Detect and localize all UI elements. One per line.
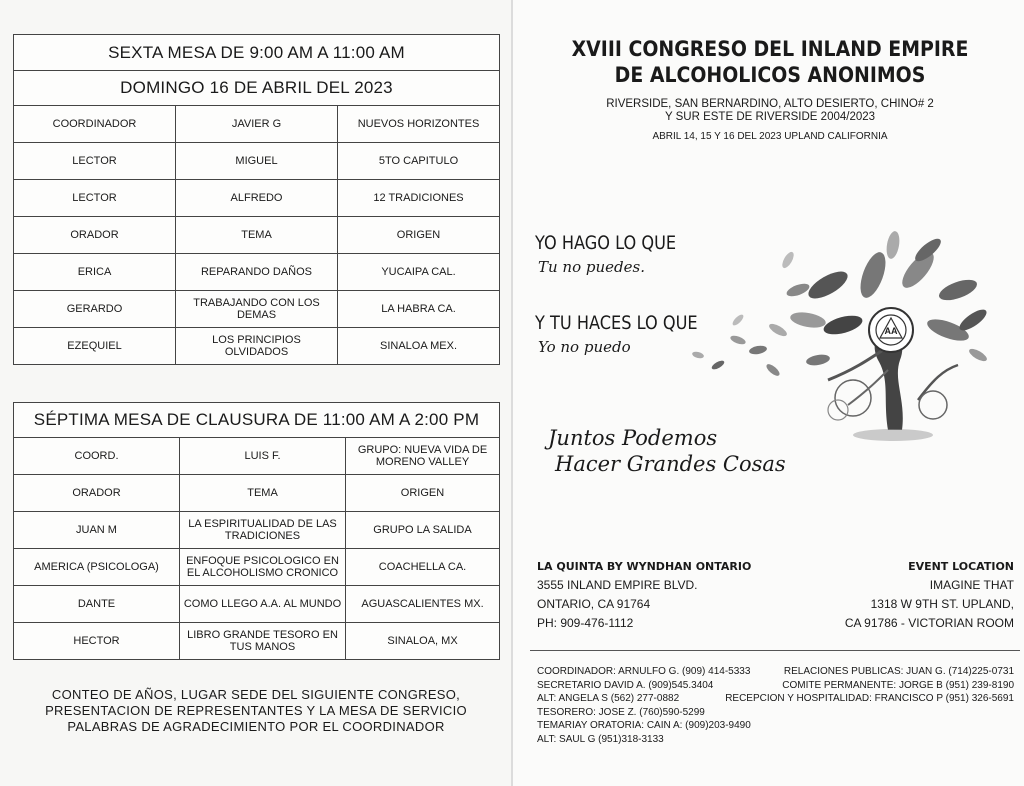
role-cell: COORDINADOR	[14, 106, 176, 143]
table-row	[14, 512, 500, 549]
name-cell: COMO LLEGO A.A. AL MUNDO	[180, 586, 346, 623]
contact-line: COORDINADOR: ARNULFO G. (909) 414-5333	[537, 666, 751, 677]
hotel-phone: PH: 909-476-1112	[537, 616, 634, 630]
name-cell: ENFOQUE PSICOLOGICO EN EL ALCOHOLISMO CRONICO	[180, 549, 346, 586]
name-cell: LOS PRINCIPIOS OLVIDADOS	[176, 328, 338, 365]
role-cell: HECTOR	[14, 623, 180, 660]
origin-cell: SINALOA MEX.	[338, 328, 500, 365]
table-row	[14, 180, 500, 217]
origin-cell: COACHELLA CA.	[346, 549, 500, 586]
contact-line: TESORERO: JOSE Z. (760)590-5299	[537, 706, 705, 718]
table-row	[14, 291, 500, 328]
origin-cell: GRUPO: NUEVA VIDA DE MORENO VALLEY	[346, 438, 500, 475]
table-row	[14, 217, 500, 254]
hands-tree-illustration	[678, 230, 998, 445]
origin-cell: NUEVOS HORIZONTES	[338, 106, 500, 143]
table-row	[14, 143, 500, 180]
role-cell: GERARDO	[14, 291, 176, 328]
session7-title: SÉPTIMA MESA DE CLAUSURA DE 11:00 AM A 2:00 PM	[14, 403, 500, 438]
event-line1: IMAGINE THAT	[929, 578, 1014, 592]
name-cell: LIBRO GRANDE TESORO EN TUS MANOS	[180, 623, 346, 660]
origin-cell: ORIGEN	[346, 475, 500, 512]
table-row	[14, 475, 500, 512]
subtitle-line1: RIVERSIDE, SAN BERNARDINO, ALTO DESIERTO, CHINO# 2	[606, 98, 934, 110]
aa-logo-text: AA	[884, 326, 898, 336]
subtitle-line2: Y SUR ESTE DE RIVERSIDE 2004/2023	[664, 111, 876, 123]
name-cell: TEMA	[176, 217, 338, 254]
role-cell: ORADOR	[14, 475, 180, 512]
origin-cell: SINALOA, MX	[346, 623, 500, 660]
quote1-main: YO HAGO LO QUE	[535, 232, 677, 254]
hotel-address1: 3555 INLAND EMPIRE BLVD.	[537, 578, 698, 592]
contact-line: SECRETARIO DAVID A. (909)545.3404	[537, 679, 714, 691]
closing-line: PALABRAS DE AGRADECIMIENTO POR EL COORDINADOR	[67, 719, 445, 734]
origin-cell: YUCAIPA CAL.	[338, 254, 500, 291]
table-row	[14, 623, 500, 660]
role-cell: LECTOR	[14, 143, 176, 180]
congress-subtitle	[560, 98, 980, 124]
name-cell: LUIS F.	[180, 438, 346, 475]
origin-cell: GRUPO LA SALIDA	[346, 512, 500, 549]
name-cell: TEMA	[180, 475, 346, 512]
role-cell: ORADOR	[14, 217, 176, 254]
table-row	[14, 328, 500, 365]
closing-line: CONTEO DE AÑOS, LUGAR SEDE DEL SIGUIENTE CONGRESO,	[51, 687, 461, 702]
name-cell: JAVIER G	[176, 106, 338, 143]
congress-title	[563, 36, 977, 88]
role-cell: AMERICA (PSICOLOGA)	[14, 549, 180, 586]
divider	[530, 650, 1020, 651]
quote1-sub: Tu no puedes.	[538, 258, 645, 276]
origin-cell: AGUASCALIENTES MX.	[346, 586, 500, 623]
role-cell: DANTE	[14, 586, 180, 623]
slogan-line2: Hacer Grandes Cosas	[555, 452, 786, 476]
table-row	[14, 586, 500, 623]
contact-line: TEMARIAY ORATORIA: CAIN A: (909)203-9490	[537, 720, 751, 731]
closing-notes	[13, 687, 499, 735]
contact-line: COMITE PERMANENTE: JORGE B (951) 239-8190	[782, 679, 1014, 691]
name-cell: MIGUEL	[176, 143, 338, 180]
hotel-info	[537, 557, 751, 633]
hotel-address2: ONTARIO, CA 91764	[537, 597, 651, 611]
contact-line: RECEPCION Y HOSPITALIDAD: FRANCISCO P (951) 326-5691	[725, 693, 1014, 704]
name-cell: ALFREDO	[176, 180, 338, 217]
slogan-line1: Juntos Podemos	[548, 426, 718, 450]
role-cell: EZEQUIEL	[14, 328, 176, 365]
congress-title-line1: XVIII CONGRESO DEL INLAND EMPIRE	[571, 37, 969, 61]
congress-dates: ABRIL 14, 15 Y 16 DEL 2023 UPLAND CALIFORNIA	[652, 131, 888, 142]
session6-title: SEXTA MESA DE 9:00 AM A 11:00 AM	[14, 35, 500, 71]
event-line2: 1318 W 9TH ST. UPLAND,	[870, 597, 1014, 611]
role-cell: JUAN M	[14, 512, 180, 549]
table-row	[14, 254, 500, 291]
name-cell: TRABAJANDO CON LOS DEMAS	[176, 291, 338, 328]
origin-cell: 12 TRADICIONES	[338, 180, 500, 217]
table-row	[14, 106, 500, 143]
name-cell: REPARANDO DAÑOS	[176, 254, 338, 291]
contacts-left	[537, 665, 751, 746]
table-row	[14, 549, 500, 586]
page-fold	[511, 0, 513, 786]
congress-title-line2: DE ALCOHOLICOS ANONIMOS	[614, 63, 926, 87]
event-label: EVENT LOCATION	[908, 560, 1014, 573]
origin-cell: ORIGEN	[338, 217, 500, 254]
role-cell: ERICA	[14, 254, 176, 291]
contacts-right	[725, 665, 1014, 706]
session6-table	[13, 34, 500, 365]
contact-line: ALT: SAUL G (951)318-3133	[537, 733, 664, 745]
closing-line: PRESENTACION DE REPRESENTANTES Y LA MESA DE SERVICIO	[45, 703, 467, 718]
role-cell: LECTOR	[14, 180, 176, 217]
contact-line: ALT: ANGELA S (562) 277-0882	[537, 693, 680, 704]
origin-cell: 5TO CAPITULO	[338, 143, 500, 180]
session6-date: DOMINGO 16 DE ABRIL DEL 2023	[14, 71, 500, 106]
event-line3: CA 91786 - VICTORIAN ROOM	[844, 616, 1014, 630]
contact-line: RELACIONES PUBLICAS: JUAN G. (714)225-0731	[783, 666, 1014, 677]
role-cell: COORD.	[14, 438, 180, 475]
event-location	[845, 557, 1014, 633]
session7-table	[13, 402, 500, 660]
hotel-name: LA QUINTA BY WYNDHAN ONTARIO	[537, 560, 752, 573]
quote2-sub: Yo no puedo	[538, 338, 631, 356]
name-cell: LA ESPIRITUALIDAD DE LAS TRADICIONES	[180, 512, 346, 549]
origin-cell: LA HABRA CA.	[338, 291, 500, 328]
table-row	[14, 438, 500, 475]
quote2-main: Y TU HACES LO QUE	[535, 312, 698, 334]
